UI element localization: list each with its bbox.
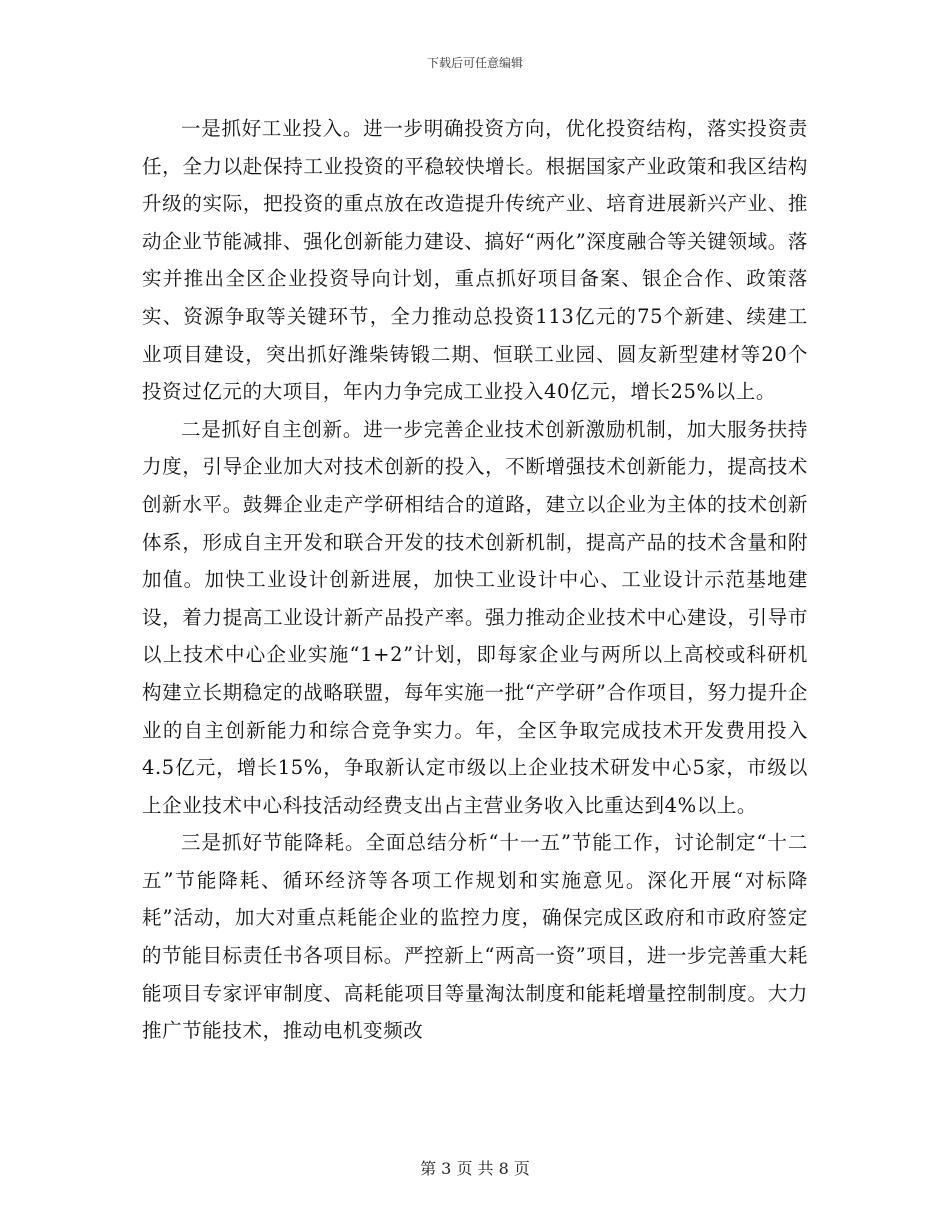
header-note: 下载后可任意编辑 <box>426 56 523 70</box>
paragraph-energy-saving: 三是抓好节能降耗。全面总结分析“十一五”节能工作，讨论制定“十二五”节能降耗、循环经济等各项工作规划和实施意见。深化开展“对标降耗”活动，加大对重点耗能企业的监控力度，确保完成区政府和市政府签定的节能目标责任书各项目标。严控新上“两高一资”项目，进一步完善重大耗能项目专家评审制度、高耗能项目等量淘汰制度和能耗增量控制制度。大力推广节能技术，推动电机变频改 <box>142 831 808 1043</box>
paragraph-independent-innovation: 二是抓好自主创新。进一步完善企业技术创新激励机制，加大服务扶持力度，引导企业加大对技术创新的投入，不断增强技术创新能力，提高技术创新水平。鼓舞企业走产学研相结合的道路，建立以企业为主体的技术创新体系，形成自主开发和联合开发的技术创新机制，提高产品的技术含量和附加值。加快工业设计创新进展，加快工业设计中心、工业设计示范基地建设，着力提高工业设计新产品投产率。强力推动企业技术中心建设，引导市以上技术中心企业实施“1+2”计划，即每家企业与两所以上高校或科研机构建立长期稳定的战略联盟，每年实施一批“产学研”合作项目，努力提升企业的自主创新能力和综合竞争实力。年，全区争取完成技术开发费用投入4.5亿元，增长15%，争取新认定市级以上企业技术研发中心5家，市级以上企业技术中心科技活动经费支出占主营业务收入比重达到4%以上。 <box>142 417 808 817</box>
paragraph-industrial-investment: 一是抓好工业投入。进一步明确投资方向，优化投资结构，落实投资责任，全力以赴保持工业投资的平稳较快增长。根据国家产业政策和我区结构升级的实际，把投资的重点放在改造提升传统产业、培育进展新兴产业、推动企业节能减排、强化创新能力建设、搞好“两化”深度融合等关键领域。落实并推出全区企业投资导向计划，重点抓好项目备案、银企合作、政策落实、资源争取等关键环节，全力推动总投资113亿元的75个新建、续建工业项目建设，突出抓好潍柴铸锻二期、恒联工业园、圆友新型建材等20个投资过亿元的大项目，年内力争完成工业投入40亿元，增长25%以上。 <box>142 117 808 404</box>
page-number-footer: 第 3 页 共 8 页 <box>420 1159 530 1178</box>
document-body <box>142 110 808 1050</box>
